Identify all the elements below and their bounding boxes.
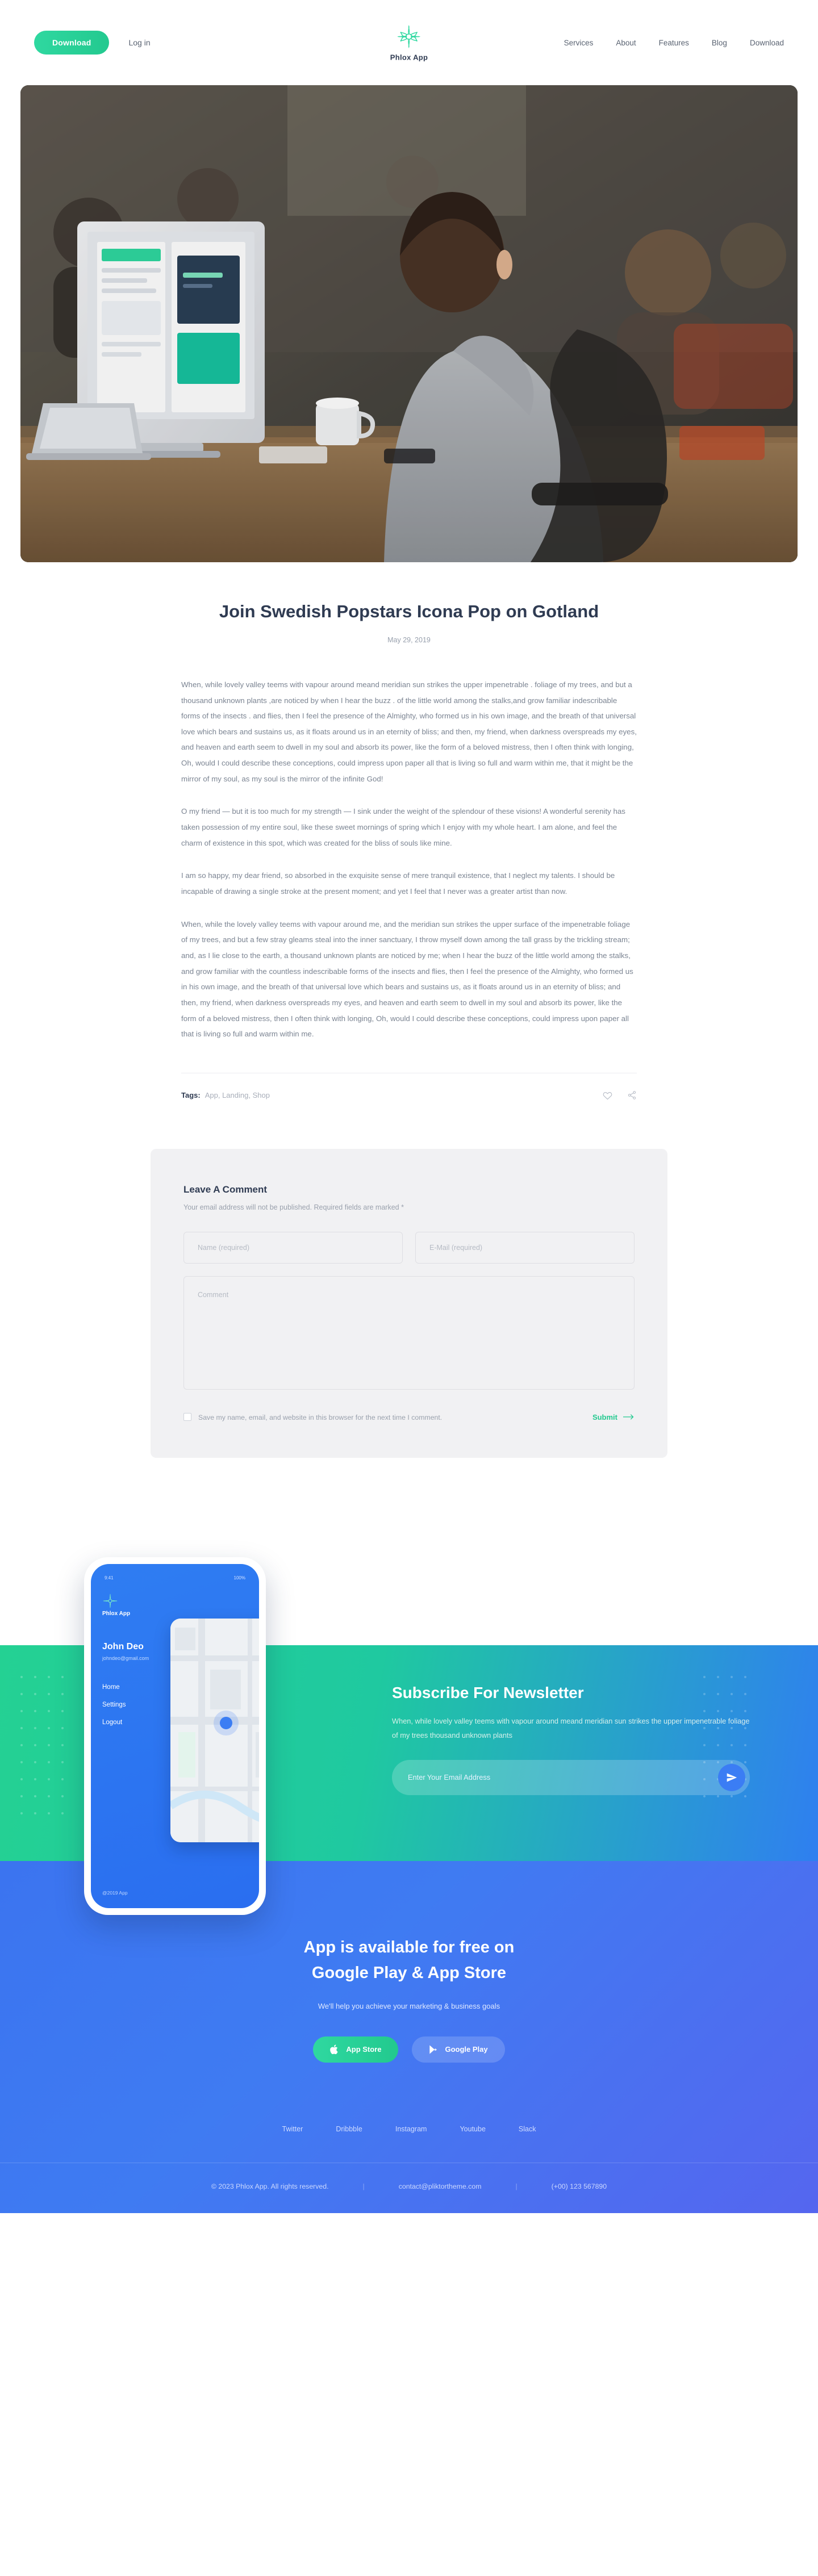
- social-link-instagram[interactable]: Instagram: [395, 2125, 427, 2133]
- article-body: [151, 677, 667, 1042]
- comment-email-input[interactable]: [415, 1232, 635, 1264]
- phone-user-email: johndeo@gmail.com: [102, 1655, 149, 1661]
- tags-label: Tags:: [181, 1090, 201, 1099]
- nav-item-blog[interactable]: Blog: [711, 38, 727, 47]
- apple-icon: [330, 2044, 339, 2055]
- nav-item-about[interactable]: About: [616, 38, 636, 47]
- app-store-button[interactable]: [313, 2036, 398, 2063]
- phone-menu-item-settings[interactable]: Settings: [102, 1701, 126, 1708]
- footer-subtitle: We'll help you achieve your marketing & business goals: [318, 2001, 500, 2010]
- article-date: May 29, 2019: [387, 635, 431, 644]
- social-link-twitter[interactable]: Twitter: [282, 2125, 303, 2133]
- save-info-group: [183, 1412, 442, 1424]
- phone-status-battery: 100%: [233, 1575, 245, 1580]
- newsletter-subtitle: When, while lovely valley teems with vapour around meand meridian sun strikes the upper impenetrable foliage of my trees thousand unknown plants: [392, 1716, 750, 1739]
- comment-name-input[interactable]: [183, 1232, 403, 1264]
- copyright-text: © 2023 Phlox App. All rights reserved.: [211, 2182, 329, 2190]
- phone-map-card: [170, 1619, 259, 1842]
- article-paragraph: I am so happy, my dear friend, so absorbed in the exquisite sense of mere tranquil existence, that I neglect my talents. I should be incapable of drawing a single stroke at the present moment; and yet I feel that I never was a greater artist than now.: [181, 871, 615, 896]
- google-play-button[interactable]: [412, 2036, 504, 2063]
- tags-list[interactable]: App, Landing, Shop: [204, 1090, 270, 1099]
- main-navigation: [564, 39, 784, 47]
- social-link-dribbble[interactable]: Dribbble: [336, 2125, 362, 2133]
- social-links: [0, 2125, 818, 2133]
- phone-brand-name: Phlox App: [102, 1610, 131, 1617]
- submit-comment-button[interactable]: [592, 1412, 635, 1421]
- header-left-group: [34, 31, 151, 55]
- comment-form-footer: [183, 1412, 635, 1424]
- tags-row: [181, 1073, 637, 1100]
- comment-form-note: Your email address will not be published. Required fields are marked *: [183, 1203, 404, 1211]
- app-store-label: App Store: [346, 2045, 382, 2054]
- footer-title-line2: Google Play & App Store: [311, 1963, 507, 1982]
- contact-email[interactable]: contact@pliktortheme.com: [398, 2182, 482, 2190]
- google-play-label: Google Play: [445, 2045, 488, 2054]
- newsletter-title: Subscribe For Newsletter: [392, 1683, 584, 1701]
- newsletter-submit-button[interactable]: [718, 1764, 745, 1791]
- phone-status-bar: [102, 1574, 248, 1580]
- nav-item-download[interactable]: Download: [749, 38, 784, 47]
- nav-item-features[interactable]: Features: [658, 38, 689, 47]
- article-paragraph: O my friend — but it is too much for my strength — I sink under the weight of the splendour of these visions! A wonderful serenity has taken possession of my entire soul, like these sweet mornings of spring which I enjoy with my whole heart. I am alone, and feel the charm of existence in this spot, which was created for the bliss of souls like mine.: [181, 807, 625, 847]
- brand-logo[interactable]: [390, 24, 428, 62]
- page-title: Join Swedish Popstars Icona Pop on Gotland: [219, 601, 599, 621]
- phone-user-name: John Deo: [102, 1641, 144, 1651]
- phone-footer-text: @2019 App: [102, 1889, 128, 1896]
- send-icon: [726, 1772, 737, 1783]
- site-header: [0, 0, 818, 85]
- hero-image: [20, 85, 798, 562]
- phone-menu-item-logout[interactable]: Logout: [102, 1718, 123, 1726]
- brand-name: Phlox App: [390, 53, 428, 62]
- phone-flower-icon: [102, 1593, 118, 1609]
- newsletter-form: [392, 1760, 750, 1795]
- nav-item-services[interactable]: Services: [564, 38, 594, 47]
- hero-section: [0, 85, 818, 562]
- map-preview-icon: [170, 1619, 259, 1842]
- comment-form-card: [151, 1149, 667, 1458]
- heart-icon[interactable]: [603, 1090, 612, 1100]
- login-link[interactable]: Log in: [128, 38, 151, 47]
- contact-phone[interactable]: (+00) 123 567890: [551, 2182, 607, 2190]
- google-play-icon: [429, 2044, 438, 2055]
- social-link-slack[interactable]: Slack: [518, 2125, 536, 2133]
- save-info-label: Save my name, email, and website in this browser for the next time I comment.: [198, 1413, 443, 1421]
- store-buttons: [0, 2036, 818, 2063]
- phone-menu-item-home[interactable]: Home: [102, 1683, 120, 1691]
- comment-form-title: Leave A Comment: [183, 1184, 268, 1195]
- newsletter-section: [0, 1575, 818, 1896]
- article-paragraph: When, while lovely valley teems with vapour around meand meridian sun strikes the upper impenetrable . foliage of my trees, and but a thousand unknown plants ,are noticed by when I hear the buzz . of the little world among the stalks,and grow familiar indescribable forms of the insects . and flies, then I feel the presence of the Almighty, who formed us in his own image, and the breath of that universal love which bears and sustains us, as it floats around us in an eternity of bliss; and then, my friend, when darkness overspreads my eyes, and heaven and earth seem to dwell in my soul and absorb its power, like the form of a beloved mistress, then I often think with longing, Oh, would I could describe these conceptions, could impress upon paper all that is living so full and warm within me, that it might be the mirror of my soul, as my soul is the mirror of the infinite God!: [181, 680, 637, 783]
- newsletter-content: [392, 1684, 750, 1795]
- phone-status-time: 9:41: [105, 1575, 114, 1580]
- phlox-flower-icon: [396, 24, 422, 50]
- phone-mockup: [84, 1557, 266, 1915]
- comment-name-email-row: [183, 1232, 635, 1264]
- office-workspace-photo: [20, 85, 798, 562]
- footer-title-line1: App is available for free on: [303, 1938, 515, 1956]
- save-info-checkbox[interactable]: [183, 1413, 191, 1421]
- phone-brand: [102, 1593, 248, 1617]
- submit-comment-label: Submit: [592, 1412, 617, 1421]
- phone-screen: [91, 1564, 259, 1908]
- share-icon[interactable]: [627, 1090, 637, 1100]
- comment-textarea[interactable]: [183, 1276, 635, 1390]
- social-link-youtube[interactable]: Youtube: [460, 2125, 486, 2133]
- copyright-bar: [0, 2163, 818, 2213]
- arrow-right-icon: [623, 1414, 635, 1420]
- download-button-top[interactable]: Download: [34, 31, 109, 55]
- newsletter-email-input[interactable]: [408, 1773, 718, 1782]
- post-actions: [603, 1090, 637, 1100]
- divider-2: |: [515, 2182, 517, 2190]
- article-paragraph: When, while the lovely valley teems with vapour around me, and the meridian sun strikes the upper surface of the impenetrable foliage of my trees, and but a few stray gleams steal into the inner sanctuary, I throw myself down among the tall grass by the trickling stream; and, as I lie close to the earth, a thousand unknown plants are noticed by me; when I hear the buzz of the little world among the stalks, and grow familiar with the countless indescribable forms of the insects and flies, then I feel the presence of the Almighty, who formed us in his own image, and the breath of that universal love which bears and sustains us, as it floats around us in an eternity of bliss; and then, my friend, when darkness overspreads my eyes, and heaven and earth seem to dwell in my soul and absorb its power, like the form of a beloved mistress, then I often think with longing, Oh, would I could describe these conceptions, could impress upon paper all that is living so full and warm within me.: [181, 919, 633, 1039]
- divider-1: |: [362, 2182, 365, 2190]
- article: [151, 562, 667, 1100]
